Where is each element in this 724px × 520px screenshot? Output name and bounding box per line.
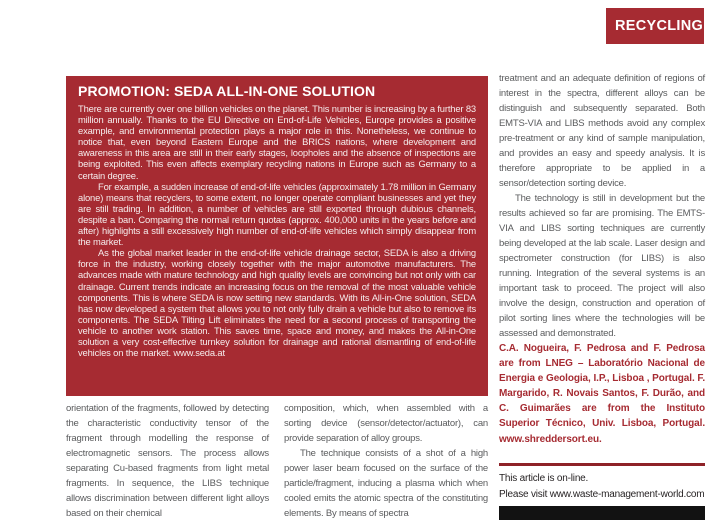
- right-column: [499, 71, 705, 520]
- bottom-left-column: [66, 401, 269, 520]
- body-paragraph: orientation of the fragments, followed by detecting the characteristic conductivity tensor of the fragment through modelling the response of electromagnetic sensors. The process allows separating Cu-based fragments from light metal fragments. In sequence, the LIBS technique allows discrimination between different light alloys based on their chemical: [66, 403, 269, 519]
- online-note: [499, 471, 705, 503]
- promo-paragraph: There are currently over one billion vehicles on the planet. This number is increasing by a further 83 million annually. Thanks to the EU Directive on End-of-Life Vehicles, Europe provides a positive example, and environmental protection plays a major role in this. Nonetheless, we continue to notice that, even beyond Eastern Europe and the BRICS nations, where development and awareness in this area are still in their early stages, loopholes and the absence of inspections are being exploited. This even affects exemplary recycling nations in Europe such as Germany to a certain degree.: [78, 103, 476, 181]
- online-note-line: This article is on-line.: [499, 473, 589, 484]
- divider-rule: [499, 463, 705, 466]
- bottom-middle-column: [284, 401, 488, 520]
- body-paragraph: The technology is still in development but the results achieved so far are promising. The EMTS-VIA and LIBS sorting techniques are currently being developed at the lab scale. Laser design and spectrometer construction (for LIBS) is also running. Integration of the several systems is an important task to proceed. The project will also involve the design, construction and operation of pilot sorting lines where the technologies will be assessed and demonstrated.: [499, 193, 705, 339]
- online-note-line: Please visit www.waste-management-world.com: [499, 489, 705, 500]
- promo-box: [66, 76, 488, 396]
- footer-black-bar: [499, 506, 705, 520]
- promo-title: PROMOTION: SEDA ALL-IN-ONE SOLUTION: [78, 83, 376, 99]
- promo-paragraph: For example, a sudden increase of end-of-life vehicles (approximately 1.78 million in Germany alone) means that recyclers, to some extent, no longer operate compliant businesses and yet they are still trading. In addition, a number of vehicles are still exported through dubious channels, despite a ban. Comparing the normal return quotas (approx. 400,000 units in the years before and after) highlights a still excessively high number of end-of-life vehicles which simply disappear from the market.: [78, 180, 476, 248]
- recycling-badge: [606, 8, 704, 44]
- body-paragraph: treatment and an adequate definition of regions of interest in the spectra, different alloys can be distinguish and subsequently separated. Both EMTS-VIA and LIBS methods avoid any complex pre-treatment or any kind of sample manipulation, and provides an easy and speedy analysis. It is therefore appropriate to be applied in a sensor/detection sorting device.: [499, 73, 705, 189]
- body-paragraph: composition, which, when assembled with a sorting device (sensor/detector/actuator), can provide separation of alloy groups.: [284, 403, 488, 444]
- author-credit: C.A. Nogueira, F. Pedrosa and F. Pedrosa are from LNEG – Laboratório Nacional de Energia e Geologia, I.P., Lisboa , Portugal. F. Margarido, R. Novais Santos, F. Durão, and C. Guimarães are from the Instituto Superior Técnico, Univ. Lisboa, Portugal. www.shreddersort.eu.: [499, 343, 705, 445]
- recycling-badge-label: RECYCLING: [615, 18, 704, 34]
- promo-paragraph: As the global market leader in the end-of-life vehicle drainage sector, SEDA is also a driving force in the industry, working closely together with the major automotive manufacturers. The advances made with mature technology and high quality levels are convincing but not only with car drainage. Current trends indicate an increasing focus on the removal of the most valuable vehicle components. This is where SEDA is now setting new standards. With its All-in-One solution, SEDA has now developed a system that allows you to not only fully drain a vehicle but also to remove its components. The SEDA Tilting Lift eliminates the need for a second process of transporting the vehicle to another work station. This saves time, space and money, and makes the All-in-One solution a very cost-effective turnkey solution for drainage and rational dismantling of end-of-life vehicles on the market. www.seda.at: [78, 247, 476, 359]
- body-paragraph: The technique consists of a shot of a high power laser beam focused on the surface of the particle/fragment, inducing a plasma which when cooled emits the atomic spectra of the constituting elements. By means of spectra: [284, 448, 488, 519]
